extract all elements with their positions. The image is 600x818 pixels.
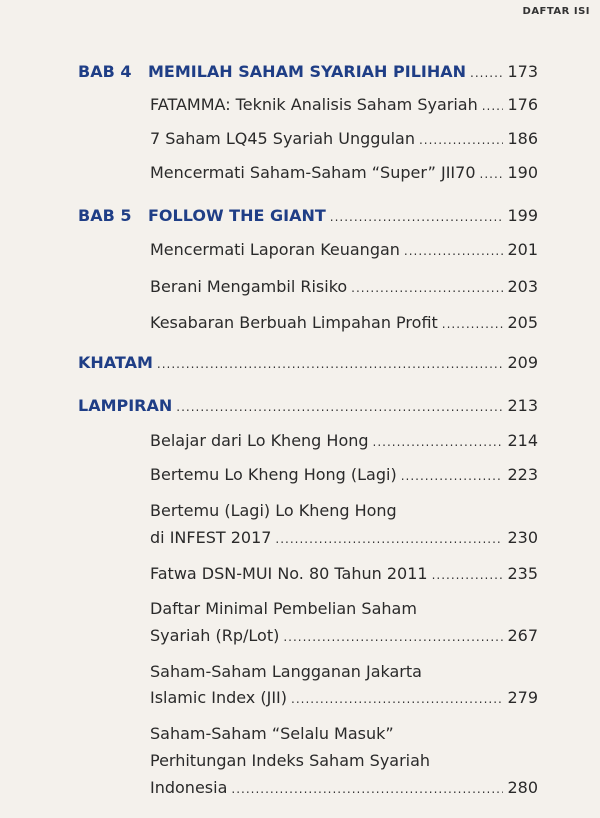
entry-title-line2: Islamic Index (JII): [150, 688, 287, 707]
leader-dots: [373, 432, 504, 452]
entry-title: Berani Mengambil Risiko: [150, 277, 348, 296]
toc-entry[interactable]: [150, 163, 538, 184]
toc-entry[interactable]: [150, 240, 538, 261]
leader-dots: [176, 397, 503, 417]
entry-title-line3: Indonesia: [150, 778, 228, 797]
page-number: 173: [507, 62, 538, 81]
toc-entry[interactable]: [150, 277, 538, 298]
chapter-title: KHATAM: [78, 353, 153, 372]
page-number: 214: [507, 431, 538, 450]
toc-entry[interactable]: [150, 431, 538, 452]
leader-dots: [401, 466, 504, 486]
page-number: 223: [507, 465, 538, 484]
chapter-label: BAB 5: [78, 206, 132, 225]
leader-dots: [480, 164, 504, 184]
chapter-title: LAMPIRAN: [78, 396, 173, 415]
entry-title: Mencermati Laporan Keuangan: [150, 240, 400, 259]
entry-title-line2: di INFEST 2017: [150, 528, 272, 547]
entry-title-line1: Daftar Minimal Pembelian Saham: [150, 599, 417, 618]
page-number: 203: [507, 277, 538, 296]
entry-title: Belajar dari Lo Kheng Hong: [150, 431, 369, 450]
page-number: 235: [507, 564, 538, 583]
page-number: 209: [507, 353, 538, 372]
toc-entry[interactable]: [150, 626, 538, 647]
entry-title-line1: Bertemu (Lagi) Lo Kheng Hong: [150, 501, 397, 520]
chapter-title: FOLLOW THE GIANT: [148, 206, 326, 225]
leader-dots: [404, 241, 504, 261]
chapter-label: BAB 4: [78, 62, 132, 81]
page-number: 205: [507, 313, 538, 332]
leader-dots: [351, 278, 503, 298]
page-number: 186: [507, 129, 538, 148]
toc-chapter-bab4[interactable]: [78, 62, 538, 83]
toc-entry[interactable]: [150, 528, 538, 549]
page-number: 280: [507, 778, 538, 797]
entry-title: Fatwa DSN-MUI No. 80 Tahun 2011: [150, 564, 428, 583]
page-number: 199: [507, 206, 538, 225]
entry-title: Mencermati Saham-Saham “Super” JII70: [150, 163, 476, 182]
page-number: 279: [507, 688, 538, 707]
toc-chapter-lampiran[interactable]: [78, 396, 538, 417]
toc-chapter-khatam[interactable]: [78, 353, 538, 374]
toc-chapter-bab5[interactable]: [78, 206, 538, 227]
chapter-title: MEMILAH SAHAM SYARIAH PILIHAN: [148, 62, 467, 81]
leader-dots: [231, 779, 503, 799]
toc-entry[interactable]: [150, 313, 538, 334]
leader-dots: [470, 63, 503, 83]
leader-dots: [291, 689, 503, 709]
toc-entry[interactable]: [150, 778, 538, 799]
page-number: 201: [507, 240, 538, 259]
entry-title-line1: Saham-Saham “Selalu Masuk”: [150, 724, 394, 743]
toc-entry[interactable]: [150, 465, 538, 486]
leader-dots: [432, 565, 504, 585]
leader-dots: [283, 627, 503, 647]
page-number: 267: [507, 626, 538, 645]
leader-dots: [275, 529, 503, 549]
entry-title: 7 Saham LQ45 Syariah Unggulan: [150, 129, 415, 148]
page-number: 176: [507, 95, 538, 114]
entry-title-line1: Saham-Saham Langganan Jakarta: [150, 662, 422, 681]
toc-entry[interactable]: [150, 129, 538, 150]
leader-dots: [330, 207, 504, 227]
page-number: 230: [507, 528, 538, 547]
entry-title: FATAMMA: Teknik Analisis Saham Syariah: [150, 95, 478, 114]
toc-entry[interactable]: [150, 95, 538, 116]
entry-title: Bertemu Lo Kheng Hong (Lagi): [150, 465, 397, 484]
leader-dots: [419, 130, 503, 150]
entry-title-line2: Syariah (Rp/Lot): [150, 626, 280, 645]
running-header: DAFTAR ISI: [522, 6, 590, 17]
leader-dots: [157, 354, 504, 374]
toc-entry[interactable]: [150, 688, 538, 709]
leader-dots: [442, 314, 504, 334]
page-number: 190: [507, 163, 538, 182]
toc-entry[interactable]: [150, 564, 538, 585]
page-number: 213: [507, 396, 538, 415]
entry-title-line2: Perhitungan Indeks Saham Syariah: [150, 751, 431, 770]
entry-title: Kesabaran Berbuah Limpahan Profit: [150, 313, 438, 332]
leader-dots: [482, 96, 504, 116]
